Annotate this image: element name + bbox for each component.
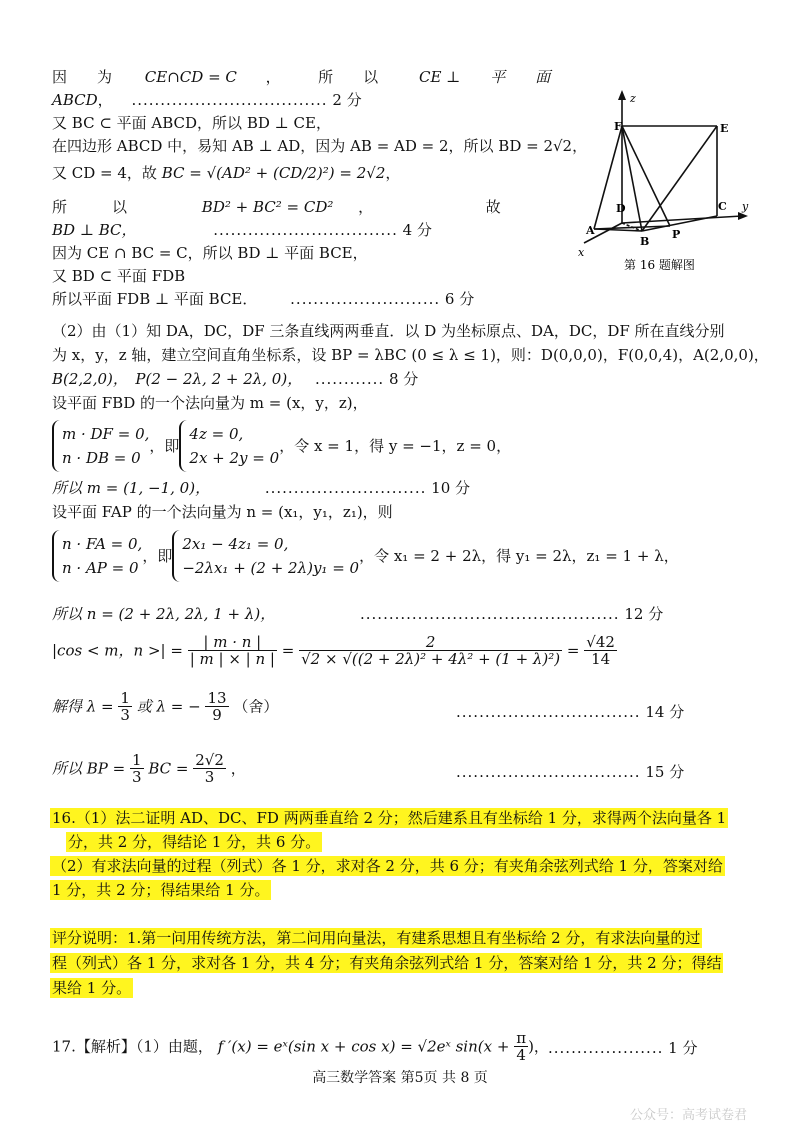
p1-line-9: 又 BD ⊂ 平面 FDB bbox=[52, 267, 186, 285]
p1-line-5: 又 CD = 4，故 BC = √(AD² + (CD/2)²) = 2√2， bbox=[52, 164, 401, 182]
label-y: y bbox=[742, 200, 749, 213]
solution-lambda-score: ................................ 14 分 bbox=[456, 703, 685, 721]
p2-line-3: B(2,2,0)， P(2 − 2λ, 2 + 2λ, 0)， ............ 8 分 bbox=[52, 370, 419, 388]
grading16-line-4: 1 分，共 2 分；得结果给 1 分。 bbox=[52, 881, 270, 899]
label-p: P bbox=[672, 228, 681, 241]
p2-line-4: 设平面 FBD 的一个法向量为 m = (x，y，z)， bbox=[52, 394, 368, 412]
p1-line-8: 因为 CE ∩ BC = C，所以 BD ⊥ 平面 BCE， bbox=[52, 244, 368, 262]
p2-system-2: n · FA = 0, n · AP = 0 ，即 2x₁ − 4z₁ = 0, −2λx₁ + (2 + 2λ)y₁ = 0 ，令 x₁ = 2 + 2λ，得 y₁ = 2λ，z₁ = 1 + λ， bbox=[52, 530, 679, 582]
p2-system-1: m · DF = 0, n · DB = 0 ，即 4z = 0, 2x + 2y = 0 ，令 x = 1，得 y = −1，z = 0， bbox=[52, 420, 511, 472]
label-f: F bbox=[614, 120, 622, 133]
label-c: C bbox=[718, 200, 727, 213]
p2-line-6: 所以 m = (1, −1, 0)， ............................ 10 分 bbox=[52, 479, 471, 497]
label-a: A bbox=[586, 224, 595, 237]
notes-line-2: 程（列式）各 1 分，求对各 1 分，共 4 分；有夹角余弦列式给 1 分，答案对给 1 分，共 2 分；得结 bbox=[52, 954, 722, 972]
p1-line-3: 又 BC ⊂ 平面 ABCD，所以 BD ⊥ CE， bbox=[52, 114, 331, 132]
system-brace-2: 4z = 0, 2x + 2y = 0 bbox=[179, 420, 279, 472]
label-x: x bbox=[578, 246, 585, 259]
edge-e-b bbox=[642, 126, 717, 231]
system-brace-3: n · FA = 0, n · AP = 0 bbox=[52, 530, 142, 582]
p2-line-1: （2）由（1）知 DA，DC，DF 三条直线两两垂直．以 D 为坐标原点、DA，DC，DF 所在直线分别 bbox=[52, 322, 725, 340]
grading16-line-2: 分，共 2 分，得结论 1 分，共 6 分。 bbox=[68, 833, 321, 851]
notes-line-3: 果给 1 分。 bbox=[52, 979, 132, 997]
system-brace-1: m · DF = 0, n · DB = 0 bbox=[52, 420, 149, 472]
grading16-line-1: 16.（1）法二证明 AD、DC、FD 两两垂直给 2 分；然后建系且有坐标给 1 分，求得两个法向量各 1 bbox=[52, 809, 727, 827]
q17-line: 17.【解析】（1）由题， f ′(x) = eˣ(sin x + cos x) = √2eˣ sin(x + $\frac{\pi}{4}$ )， bbox=[52, 1029, 549, 1064]
q17-score: .................... 1 分 bbox=[548, 1039, 698, 1057]
p1-line-1: 因 为 CE∩CD = C ， 所 以 CE ⊥ 平 面 bbox=[52, 68, 551, 86]
p1-line-6: 所 以 BD² + BC² = CD² ， 故 bbox=[52, 198, 501, 216]
system-brace-4: 2x₁ − 4z₁ = 0, −2λx₁ + (2 + 2λ)y₁ = 0 bbox=[172, 530, 359, 582]
cosine-equation: |cos < m，n >| = $\frac{| m \cdot n |}{| m | \times | n |}$ = $\frac{2}{\text{√2 × √((2 + 2λ)² + 4λ² + (1 + λ)²)}}$ = $\frac{√42}{14}$ bbox=[52, 633, 615, 668]
solution-lambda: 解得 λ = $\frac{1}{3}$ 或 λ = − $\frac{13}{9}$ （舍） bbox=[52, 689, 279, 724]
p2-line-9: 所以 n = (2 + 2λ, 2λ, 1 + λ)， ............................................. 12 分 bbox=[52, 605, 664, 623]
page-footer: 高三数学答案 第5页 共 8 页 bbox=[312, 1070, 488, 1086]
p1-line-7: BD ⊥ BC， ................................ 4 分 bbox=[52, 221, 432, 239]
label-z: z bbox=[630, 92, 636, 105]
label-e: E bbox=[720, 122, 729, 135]
p1-line-10: 所以平面 FDB ⊥ 平面 BCE． .......................... 6 分 bbox=[52, 290, 475, 308]
p2-line-7: 设平面 FAP 的一个法向量为 n = (x₁，y₁，z₁)，则 bbox=[52, 503, 393, 521]
grading16-line-3: （2）有求法向量的过程（列式）各 1 分，求对各 2 分，共 6 分；有夹角余弦列式给 1 分，答案对给 bbox=[52, 857, 723, 875]
figure-caption: 第 16 题解图 bbox=[624, 258, 695, 270]
p1-line-4: 在四边形 ABCD 中，易知 AB ⊥ AD，因为 AB = AD = 2，所以 BD = 2√2， bbox=[52, 137, 588, 155]
y-arrow bbox=[738, 212, 748, 220]
solution-bp: 所以 BP = $\frac{1}{3}$ BC = $\frac{2√2}{3}$ ， bbox=[52, 751, 246, 786]
p1-line-2: ABCD， .................................. 2 分 bbox=[52, 91, 362, 109]
z-arrow bbox=[618, 90, 626, 100]
edge-f-p bbox=[622, 126, 670, 226]
p2-line-2: 为 x，y，z 轴，建立空间直角坐标系，设 BP = λBC (0 ≤ λ ≤ 1)，则：D(0,0,0)，F(0,0,4)，A(2,0,0)， bbox=[52, 346, 769, 364]
solution-bp-score: ................................ 15 分 bbox=[456, 763, 685, 781]
watermark: 公众号：高考试卷君 bbox=[630, 1108, 748, 1123]
label-b: B bbox=[640, 235, 650, 248]
geometry-figure bbox=[572, 88, 752, 270]
notes-line-1: 评分说明：1.第一问用传统方法，第二问用向量法，有建系思想且有坐标给 2 分，有求法向量的过 bbox=[52, 929, 701, 947]
edge-f-b bbox=[622, 126, 642, 231]
label-d: D bbox=[616, 202, 626, 215]
